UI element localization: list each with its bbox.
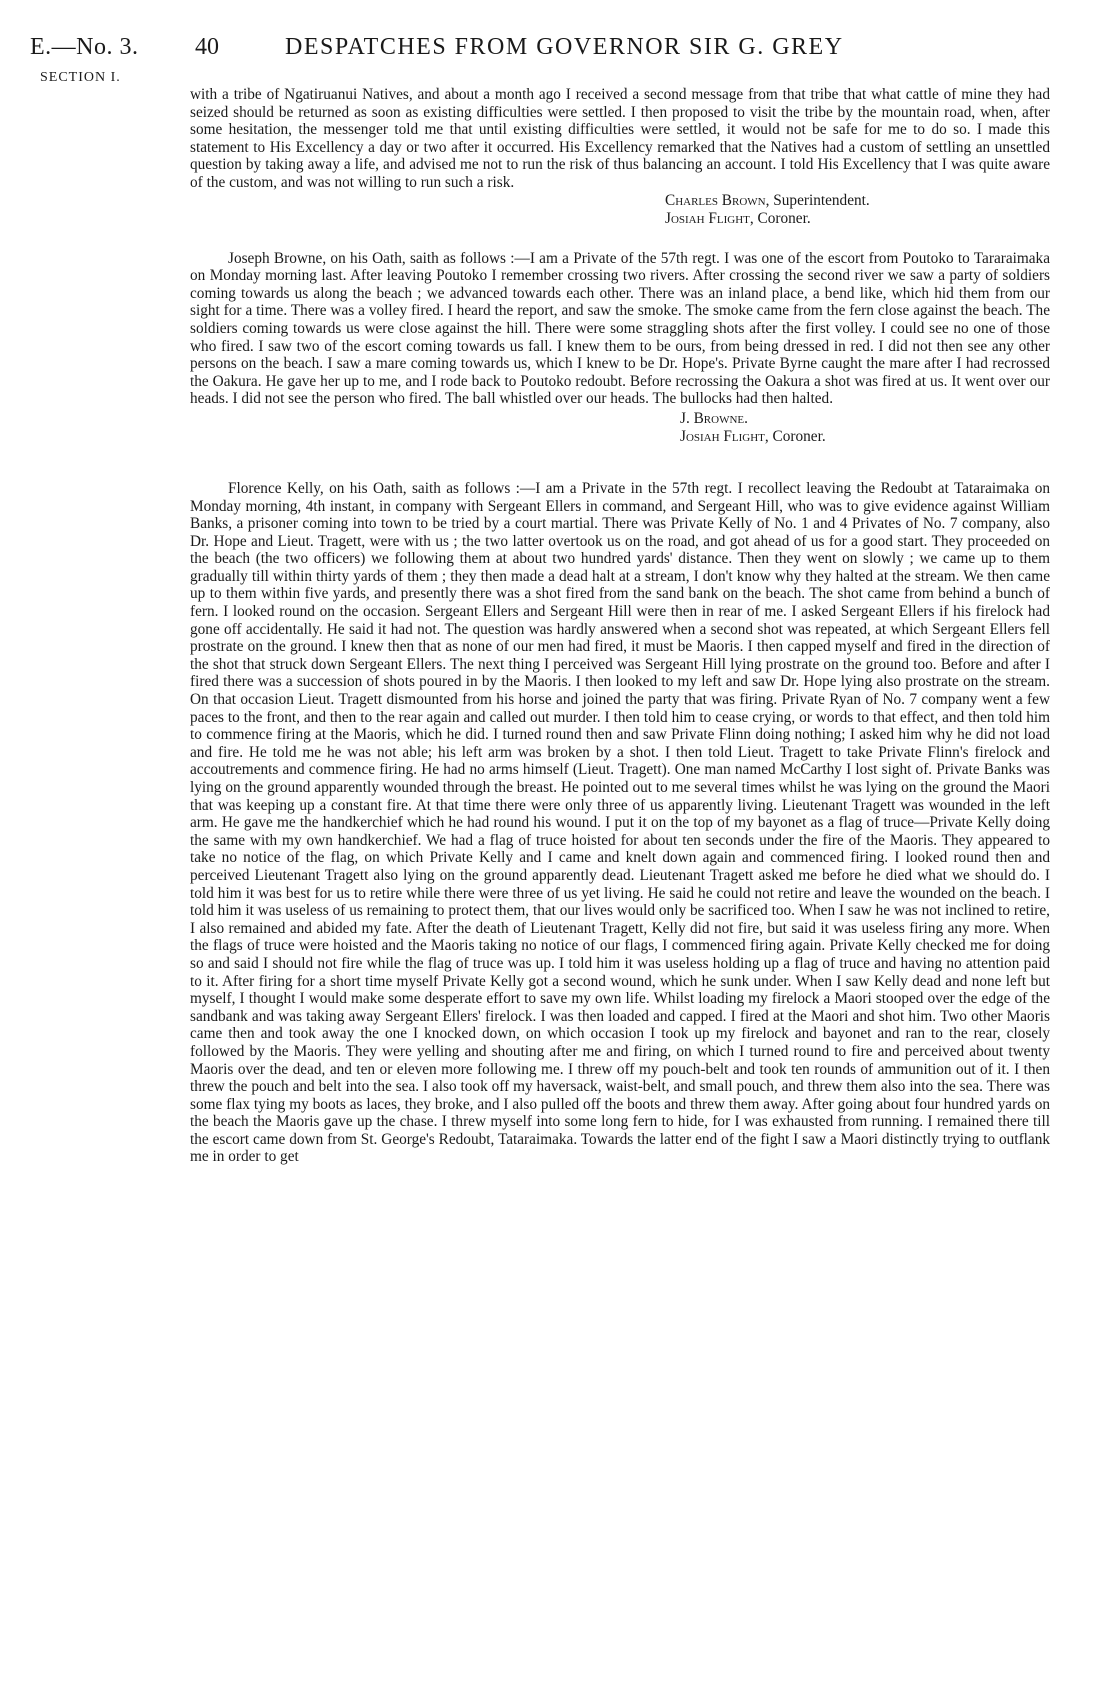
signature-line (665, 210, 1050, 228)
signatory-name: J. Browne. (680, 409, 748, 427)
signatory-name: Josiah Flight (665, 209, 750, 227)
signature-line (680, 428, 1050, 446)
document-reference: E.—No. 3. (30, 34, 139, 60)
signature-line (680, 410, 1050, 428)
signature-block (665, 192, 1050, 228)
section-label: SECTION I. (40, 70, 121, 85)
document-body (190, 86, 1050, 1166)
signatory-name: Josiah Flight (680, 427, 765, 445)
page-title: DESPATCHES FROM GOVERNOR SIR G. GREY (285, 34, 844, 60)
signature-line (665, 192, 1050, 210)
signatory-role: , Coroner. (764, 427, 826, 445)
page-number: 40 (195, 34, 219, 60)
continuation-paragraph: with a tribe of Ngatiruanui Natives, and about a month ago I received a second message from that tribe that what cattle of mine they had seized should be returned as soon as existing difficulties were settled. I then proposed to visit the tribe by the mountain road, when, after some hesitation, the messenger told me that until existing difficulties were settled, it would not be safe for me to do so. I made this statement to His Excellency a day or two after it occurred. His Excellency remarked that the Natives had a custom of settling an unsettled question by taking away a life, and advised me not to run the risk of thus balancing an account. I told His Excellency that I was quite aware of the custom, and was not willing to run such a risk. (190, 86, 1050, 191)
signatory-name: Charles Brown (665, 191, 766, 209)
browne-deposition: Joseph Browne, on his Oath, saith as follows :—I am a Private of the 57th regt. I was one of the escort from Poutoko to Tararaimaka on Monday morning last. After leaving Poutoko I remember crossing two rivers. After crossing the second river we saw a party of soldiers coming towards us along the beach ; we advanced towards each other. There was an inland place, a bend like, which hid them from our sight for a time. There was a volley fired. I heard the report, and saw the smoke. The smoke came from the fern close against the beach. The soldiers coming towards us were close against the hill. There were some straggling shots after the first volley. I could see no one of those who fired. I saw two of the escort coming towards us fall. I knew them to be ours, from being dressed in red. I did not then see any other persons on the beach. I saw a mare coming towards us, which I knew to be Dr. Hope's. Private Byrne caught the mare after I had recrossed the Oakura. He gave her up to me, and I rode back to Poutoko redoubt. Before recrossing the Oakura a shot was fired at us. It went over our heads. I did not see the person who fired. The ball whistled over our heads. The bullocks had then halted. (190, 249, 1050, 408)
signatory-role: , Coroner. (749, 209, 811, 227)
signature-block (680, 410, 1050, 446)
signatory-role: , Superintendent. (765, 191, 870, 209)
kelly-deposition: Florence Kelly, on his Oath, saith as follows :—I am a Private in the 57th regt. I recollect leaving the Redoubt at Tataraimaka on Monday morning, 4th instant, in company with Sergeant Ellers in command, and Sergeant Hill, who was to give evidence against William Banks, a prisoner coming into town to be tried by a court martial. There was Private Kelly of No. 1 and 4 Privates of No. 7 company, also Dr. Hope and Lieut. Tragett, were with us ; the two latter overtook us on the road, and got ahead of us for a good start. They proceeded on the beach (the two officers) we following them at about two hundred yards' distance. Then they went on slowly ; we came up to them gradually till within thirty yards of them ; they then made a dead halt at a stream, I don't know why they halted at the stream. We then came up to them within five yards, and presently there was a shot fired from the sand bank on the beach. The shot came from behind a bunch of fern. I looked round on the occasion. Sergeant Ellers and Sergeant Hill were then in rear of me. I asked Sergeant Ellers if his firelock had gone off accidentally. He said it had not. The question was hardly answered when a second shot was repeated, at which Sergeant Ellers fell prostrate on the ground. I knew then that as none of our men had fired, it must be Maoris. I then capped myself and fired in the direction of the shot that struck down Sergeant Ellers. The next thing I perceived was Sergeant Hill lying prostrate on the ground too. Before and after I fired there was a succession of shots poured in by the Maoris. I then looked to my left and saw Dr. Hope lying also prostrate on the stream. On that occasion Lieut. Tragett dismounted from his horse and joined the party that was firing. Private Ryan of No. 7 company went a few paces to the front, and then to the rear again and called out murder. I then told him to cease crying, or words to that effect, and then told him to commence firing at the Maoris, which he did. I turned round then and saw Private Flinn doing nothing; I asked him why he did not load and fire. He told me he was not able; his left arm was broken by a shot. I then told Lieut. Tragett to take Private Flinn's firelock and accoutrements and commence firing. He had no arms himself (Lieut. Tragett). One man named McCarthy I lost sight of. Private Banks was lying on the ground apparently wounded through the breast. He pointed out to me several times whilst he was lying on the ground the Maori that was keeping up a constant fire. At that time there were only three of us apparently living. Lieutenant Tragett was wounded in the left arm. He gave me the handkerchief which he had round his wound. I put it on the top of my bayonet as a flag of truce—Private Kelly doing the same with my own handkerchief. We had a flag of truce hoisted for about ten seconds under the fire of the Maoris. They appeared to take no notice of the flag, on which Private Kelly and I came and knelt down again and commenced firing. I looked round then and perceived Lieutenant Tragett also lying on the ground apparently dead. Lieutenant Tragett asked me before he died what we should do. I told him it was best for us to retire while there were three of us yet living. He said he could not retire and leave the wounded on the beach. I told him it was useless of us remaining to protect them, that our lives would only be sacrificed too. When I saw he was not inclined to retire, I also remained and abided my fate. After the death of Lieutenant Tragett, Kelly did not fire, but said it was useless firing any more. When the flags of truce were hoisted and the Maoris taking no notice of our flags, I commenced firing again. Private Kelly checked me for doing so and said I should not fire while the flag of truce was up. I told him it was useless holding up a flag of truce and having no attention paid to it. After firing for a short time myself Private Kelly got a second wound, which he sunk under. When I saw Kelly dead and none left but myself, I thought I would make some desperate effort to save my own life. Whilst loading my firelock a Maori stooped over the edge of the sandbank and was taking away Sergeant Ellers' firelock. I was then loaded and capped. I fired at the Maori and shot him. Two other Maoris came then and took away the one I knocked down, on which occasion I took up my firelock and bayonet and ran to the rear, closely followed by the Maoris. They were yelling and shouting after me and firing, on which I turned round to fire and perceived about twenty Maoris over the dead, and ten or eleven more following me. I threw off my pouch-belt and took ten rounds of ammunition out of it. I then threw the pouch and belt into the sea. I also took off my haversack, waist-belt, and small pouch, and threw them also into the sea. There was some flax tying my boots as laces, they broke, and I also pulled off the boots and threw them away. After going about four hundred yards on the beach the Maoris gave up the chase. I threw myself into some long fern to hide, for I was exhausted from running. I remained there till the escort came down from St. George's Redoubt, Tataraimaka. Towards the latter end of the fight I saw a Maori distinctly trying to outflank me in order to get (190, 479, 1050, 1166)
